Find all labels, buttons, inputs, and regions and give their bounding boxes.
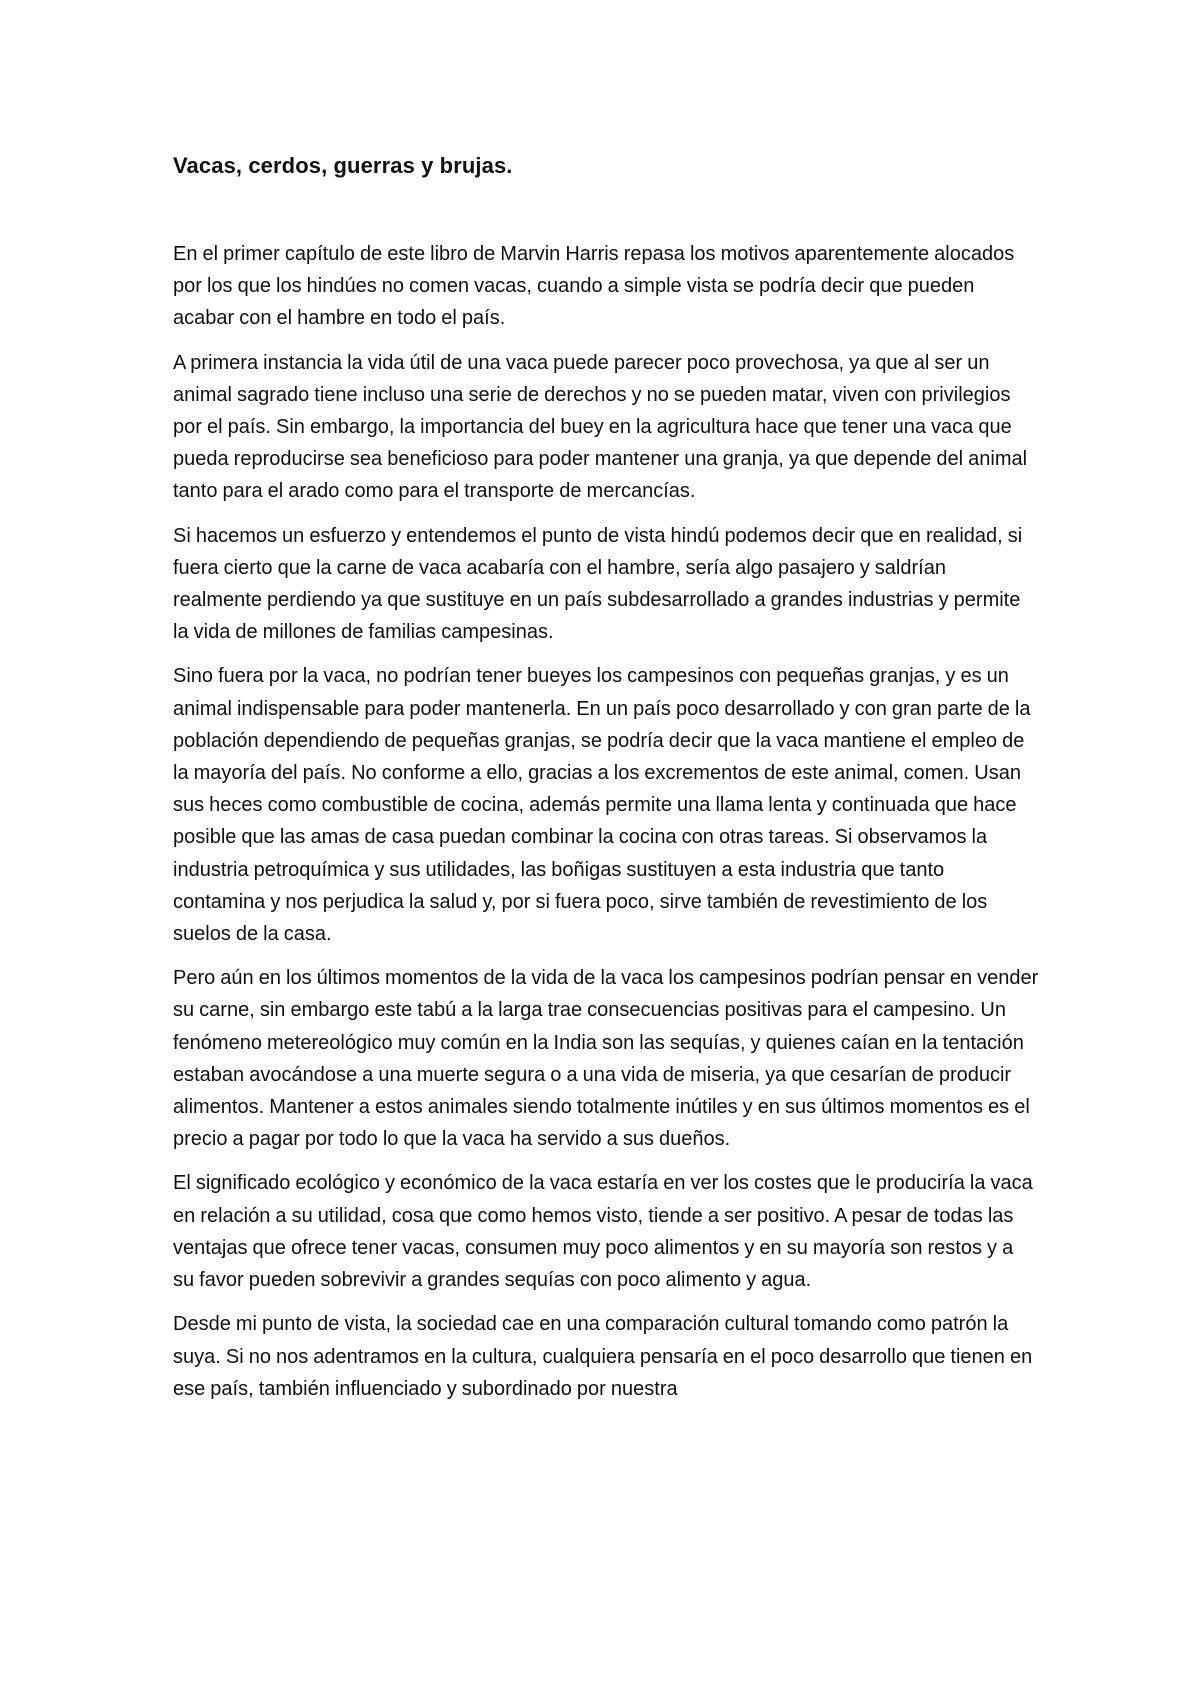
paragraph-3: Si hacemos un esfuerzo y entendemos el punto de vista hindú podemos decir que en realidad, si fuera cierto que la carne de vaca acabaría con el hambre, sería algo pasajero y saldrían realmente perdiendo ya que sustituye en un país subdesarrollado a grandes industrias y permite la vida de millones de familias campesinas. (173, 524, 1023, 644)
paragraph-6: El significado ecológico y económico de la vaca estaría en ver los costes que le produciría la vaca en relación a su utilidad, cosa que como hemos visto, tiende a ser positivo. A pesar de todas las ventajas que ofrece tener vacas, consumen muy poco alimentos y en su mayoría son restos y a su favor pueden sobrevivir a grandes sequías con poco alimento y agua. (173, 1172, 1033, 1292)
paragraph-1: En el primer capítulo de este libro de Marvin Harris repasa los motivos aparentemente alocados por los que los hindúes no comen vacas, cuando a simple vista se podría decir que pueden acabar con el hambre en todo el país. (173, 243, 1015, 330)
paragraph-2: A primera instancia la vida útil de una vaca puede parecer poco provechosa, ya que al ser un animal sagrado tiene incluso una serie de derechos y no se pueden matar, viven con privilegios por el país. Sin embargo, la importancia del buey en la agricultura hace que tener una vaca que pueda reproducirse sea beneficioso para poder mantener una granja, ya que depende del animal tanto para el arado como para el transporte de mercancías. (173, 351, 1028, 503)
paragraph-4: Sino fuera por la vaca, no podrían tener bueyes los campesinos con pequeñas granjas, y es un animal indispensable para poder mantenerla. En un país poco desarrollado y con gran parte de la población dependiendo de pequeñas granjas, se podría decir que la vaca mantiene el empleo de la mayoría del país. No conforme a ello, gracias a los excrementos de este animal, comen. Usan sus heces como combustible de cocina, además permite una llama lenta y continuada que hace posible que las amas de casa puedan combinar la cocina con otras tareas. Si observamos la industria petroquímica y sus utilidades, las boñigas sustituyen a esta industria que tanto contamina y nos perjudica la salud y, por si fuera poco, sirve también de revestimiento de los suelos de la casa. (173, 665, 1031, 946)
document-title: Vacas, cerdos, guerras y brujas. (173, 153, 513, 178)
document-body (173, 150, 1039, 1417)
paragraph-7: Desde mi punto de vista, la sociedad cae en una comparación cultural tomando como patrón la suya. Si no nos adentramos en la cultura, cualquiera pensaría en el poco desarrollo que tienen en ese país, también influenciado y subordinado por nuestra (173, 1313, 1033, 1400)
paragraph-5: Pero aún en los últimos momentos de la vida de la vaca los campesinos podrían pensar en vender su carne, sin embargo este tabú a la larga trae consecuencias positivas para el campesino. Un fenómeno metereológico muy común en la India son las sequías, y quienes caían en la tentación estaban avocándose a una muerte segura o a una vida de miseria, ya que cesarían de producir alimentos. Mantener a estos animales siendo totalmente inútiles y en sus últimos momentos es el precio a pagar por todo lo que la vaca ha servido a sus dueños. (173, 967, 1039, 1151)
